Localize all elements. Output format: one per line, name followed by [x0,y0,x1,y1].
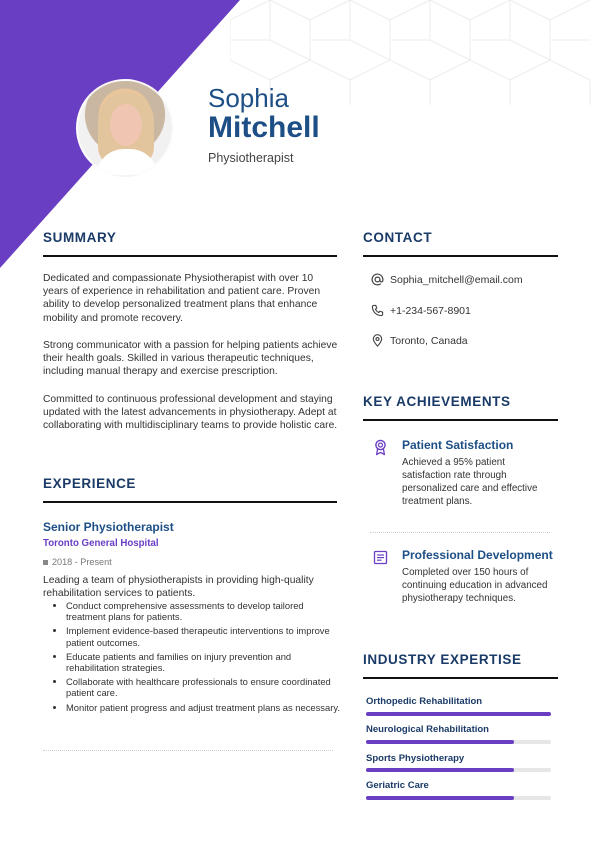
skill-bar-fill [366,712,551,716]
location-text: Toronto, Canada [390,334,468,347]
job-role: Physiotherapist [208,151,294,165]
company-name: Toronto General Hospital [43,538,159,549]
expertise-heading: INDUSTRY EXPERTISE [363,652,522,667]
summary-paragraph-1: Dedicated and compassionate Physiotherapist with over 10 years of experience in rehabilitation and patient care. Proven ability to develop personalized treatment plans that enhance mobility and promote recovery. [43,273,321,324]
job-description: Leading a team of physiotherapists in providing high-quality rehabilitation services to patients. [43,575,314,600]
list-item: • Educate patients and families on injury prevention and rehabilitation strategies. [66,651,341,673]
skill-bar-fill [366,796,514,800]
achievement-divider [370,532,550,533]
summary-rule [43,255,337,257]
skill-bar-fill [366,768,514,772]
achievement-2-text: Completed over 150 hours of continuing education in advanced physiotherapy techniques. [402,567,548,604]
list-item: • Monitor patient progress and adjust treatment plans as necessary. [66,702,341,713]
skill-label: Sports Physiotherapy [366,753,465,764]
list-item: • Implement evidence-based therapeutic interventions to improve patient outcomes. [66,625,341,647]
contact-email[interactable] [371,273,523,286]
document-icon [373,550,388,565]
skill-bar [366,796,551,800]
job-dates [43,557,112,567]
contact-rule [363,255,558,257]
job-dates-text: 2018 - Present [52,557,112,567]
first-name: Sophia [208,83,289,113]
contact-phone[interactable] [371,304,471,317]
summary-paragraph-2: Strong communicator with a passion for helping patients achieve their health goals. Skilled in various therapeutic techniques, including manual therapy and exercise prescription. [43,340,338,378]
achievement-2-title: Professional Development [402,548,553,562]
skill-bar [366,740,551,744]
phone-text: +1-234-567-8901 [390,304,471,317]
achievement-1-text: Achieved a 95% patient satisfaction rate through personalized care and effective treatment plans. [402,457,538,507]
skill-bar [366,712,551,716]
experience-rule [43,501,337,503]
achievements-rule [363,419,558,421]
achievement-1-title: Patient Satisfaction [402,438,514,452]
list-item: • Collaborate with healthcare professionals to ensure coordinated patient care. [66,676,341,698]
email-text: Sophia_mitchell@email.com [390,273,523,286]
list-item: • Conduct comprehensive assessments to develop tailored treatment plans for patients. [66,600,341,622]
at-icon [371,273,384,286]
skill-bar-fill [366,740,514,744]
skill-label: Orthopedic Rehabilitation [366,696,483,707]
profile-photo [76,79,174,177]
skill-label: Neurological Rehabilitation [366,724,489,735]
award-icon [373,439,388,456]
expertise-rule [363,677,558,679]
job-responsibilities [52,600,341,716]
summary-heading: SUMMARY [43,230,117,245]
last-name: Mitchell [208,111,320,144]
achievements-heading: KEY ACHIEVEMENTS [363,394,511,409]
phone-icon [371,304,384,317]
calendar-icon [43,560,48,565]
summary-paragraph-3: Committed to continuous professional development and staying updated with the latest advancements in physiotherapy. Adept at collaborating with multidisciplinary teams to provide holistic care. [43,394,338,432]
skill-bar [366,768,551,772]
experience-heading: EXPERIENCE [43,476,137,491]
experience-divider [43,750,333,751]
skill-label: Geriatric Care [366,780,429,791]
map-pin-icon [371,334,384,347]
contact-heading: CONTACT [363,230,433,245]
contact-location [371,334,468,347]
job-title: Senior Physiotherapist [43,520,174,534]
